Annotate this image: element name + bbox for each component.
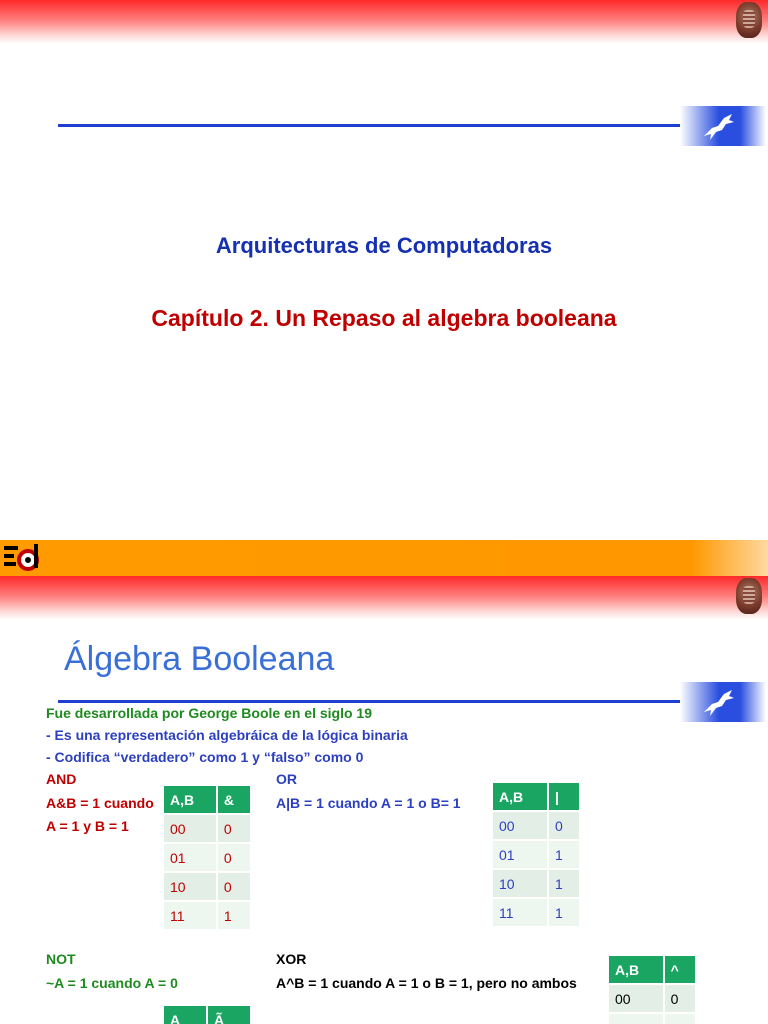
- header-rule: [58, 700, 688, 703]
- and-header-op: &: [217, 785, 251, 814]
- content-slide: [0, 576, 768, 1024]
- or-truth-table: [491, 781, 581, 928]
- crest-seal-icon: [736, 578, 762, 614]
- table-cell: 1: [217, 901, 251, 930]
- table-cell: 0: [217, 843, 251, 872]
- and-rule-line-2: A = 1 y B = 1: [46, 818, 129, 834]
- table-cell: 1: [548, 869, 580, 898]
- or-rule: A|B = 1 cuando A = 1 o B= 1: [276, 795, 461, 811]
- intro-line-3: - Codifica “verdadero” como 1 y “falso” como 0: [46, 749, 364, 765]
- table-cell: 1: [548, 898, 580, 927]
- not-truth-table: [162, 1004, 252, 1024]
- not-rule: ~A = 1 cuando A = 0: [46, 975, 178, 991]
- xor-truth-table: [607, 954, 697, 1024]
- table-cell: 0: [217, 814, 251, 843]
- table-cell: [664, 1013, 696, 1024]
- table-cell: [608, 1013, 664, 1024]
- xor-label: XOR: [276, 951, 307, 967]
- and-header-ab: A,B: [163, 785, 217, 814]
- table-cell: 0: [548, 811, 580, 840]
- and-truth-table: [162, 784, 252, 931]
- xor-header-ab: A,B: [608, 955, 664, 984]
- table-cell: 0: [217, 872, 251, 901]
- not-header-op: Ã: [207, 1005, 251, 1024]
- crest-seal-icon: [736, 2, 762, 38]
- course-title: Arquitecturas de Computadoras: [215, 233, 553, 258]
- or-label: OR: [276, 771, 297, 787]
- intro-line-1: Fue desarrollada por George Boole en el siglo 19: [46, 705, 372, 721]
- top-gradient-band: [0, 576, 768, 620]
- table-cell: 00: [608, 984, 664, 1013]
- and-label: AND: [46, 771, 77, 787]
- not-label: NOT: [46, 951, 76, 967]
- table-cell: 0: [664, 984, 696, 1013]
- lizard-logo-icon: [680, 106, 766, 146]
- top-gradient-band: [0, 0, 768, 44]
- table-cell: 11: [492, 898, 548, 927]
- table-cell: 10: [492, 869, 548, 898]
- table-cell: 1: [548, 840, 580, 869]
- table-cell: 10: [163, 872, 217, 901]
- slide-heading: Álgebra Booleana: [64, 640, 335, 678]
- xor-rule: A^B = 1 cuando A = 1 o B = 1, pero no ambos: [276, 975, 577, 991]
- table-cell: 11: [163, 901, 217, 930]
- intro-line-2: - Es una representación algebráica de la lógica binaria: [46, 727, 408, 743]
- table-cell: 01: [492, 840, 548, 869]
- or-header-op: |: [548, 782, 580, 811]
- or-header-ab: A,B: [492, 782, 548, 811]
- chapter-title: Capítulo 2. Un Repaso al algebra booleana: [151, 305, 617, 331]
- table-cell: 00: [163, 814, 217, 843]
- table-cell: 00: [492, 811, 548, 840]
- table-cell: 01: [163, 843, 217, 872]
- cd-logo-icon: [4, 544, 44, 572]
- xor-header-op: ^: [664, 955, 696, 984]
- footer-bar: [0, 540, 768, 576]
- lizard-logo-icon: [680, 682, 766, 722]
- not-header-a: A: [163, 1005, 207, 1024]
- header-rule: [58, 124, 688, 127]
- and-rule-line-1: A&B = 1 cuando: [46, 795, 154, 811]
